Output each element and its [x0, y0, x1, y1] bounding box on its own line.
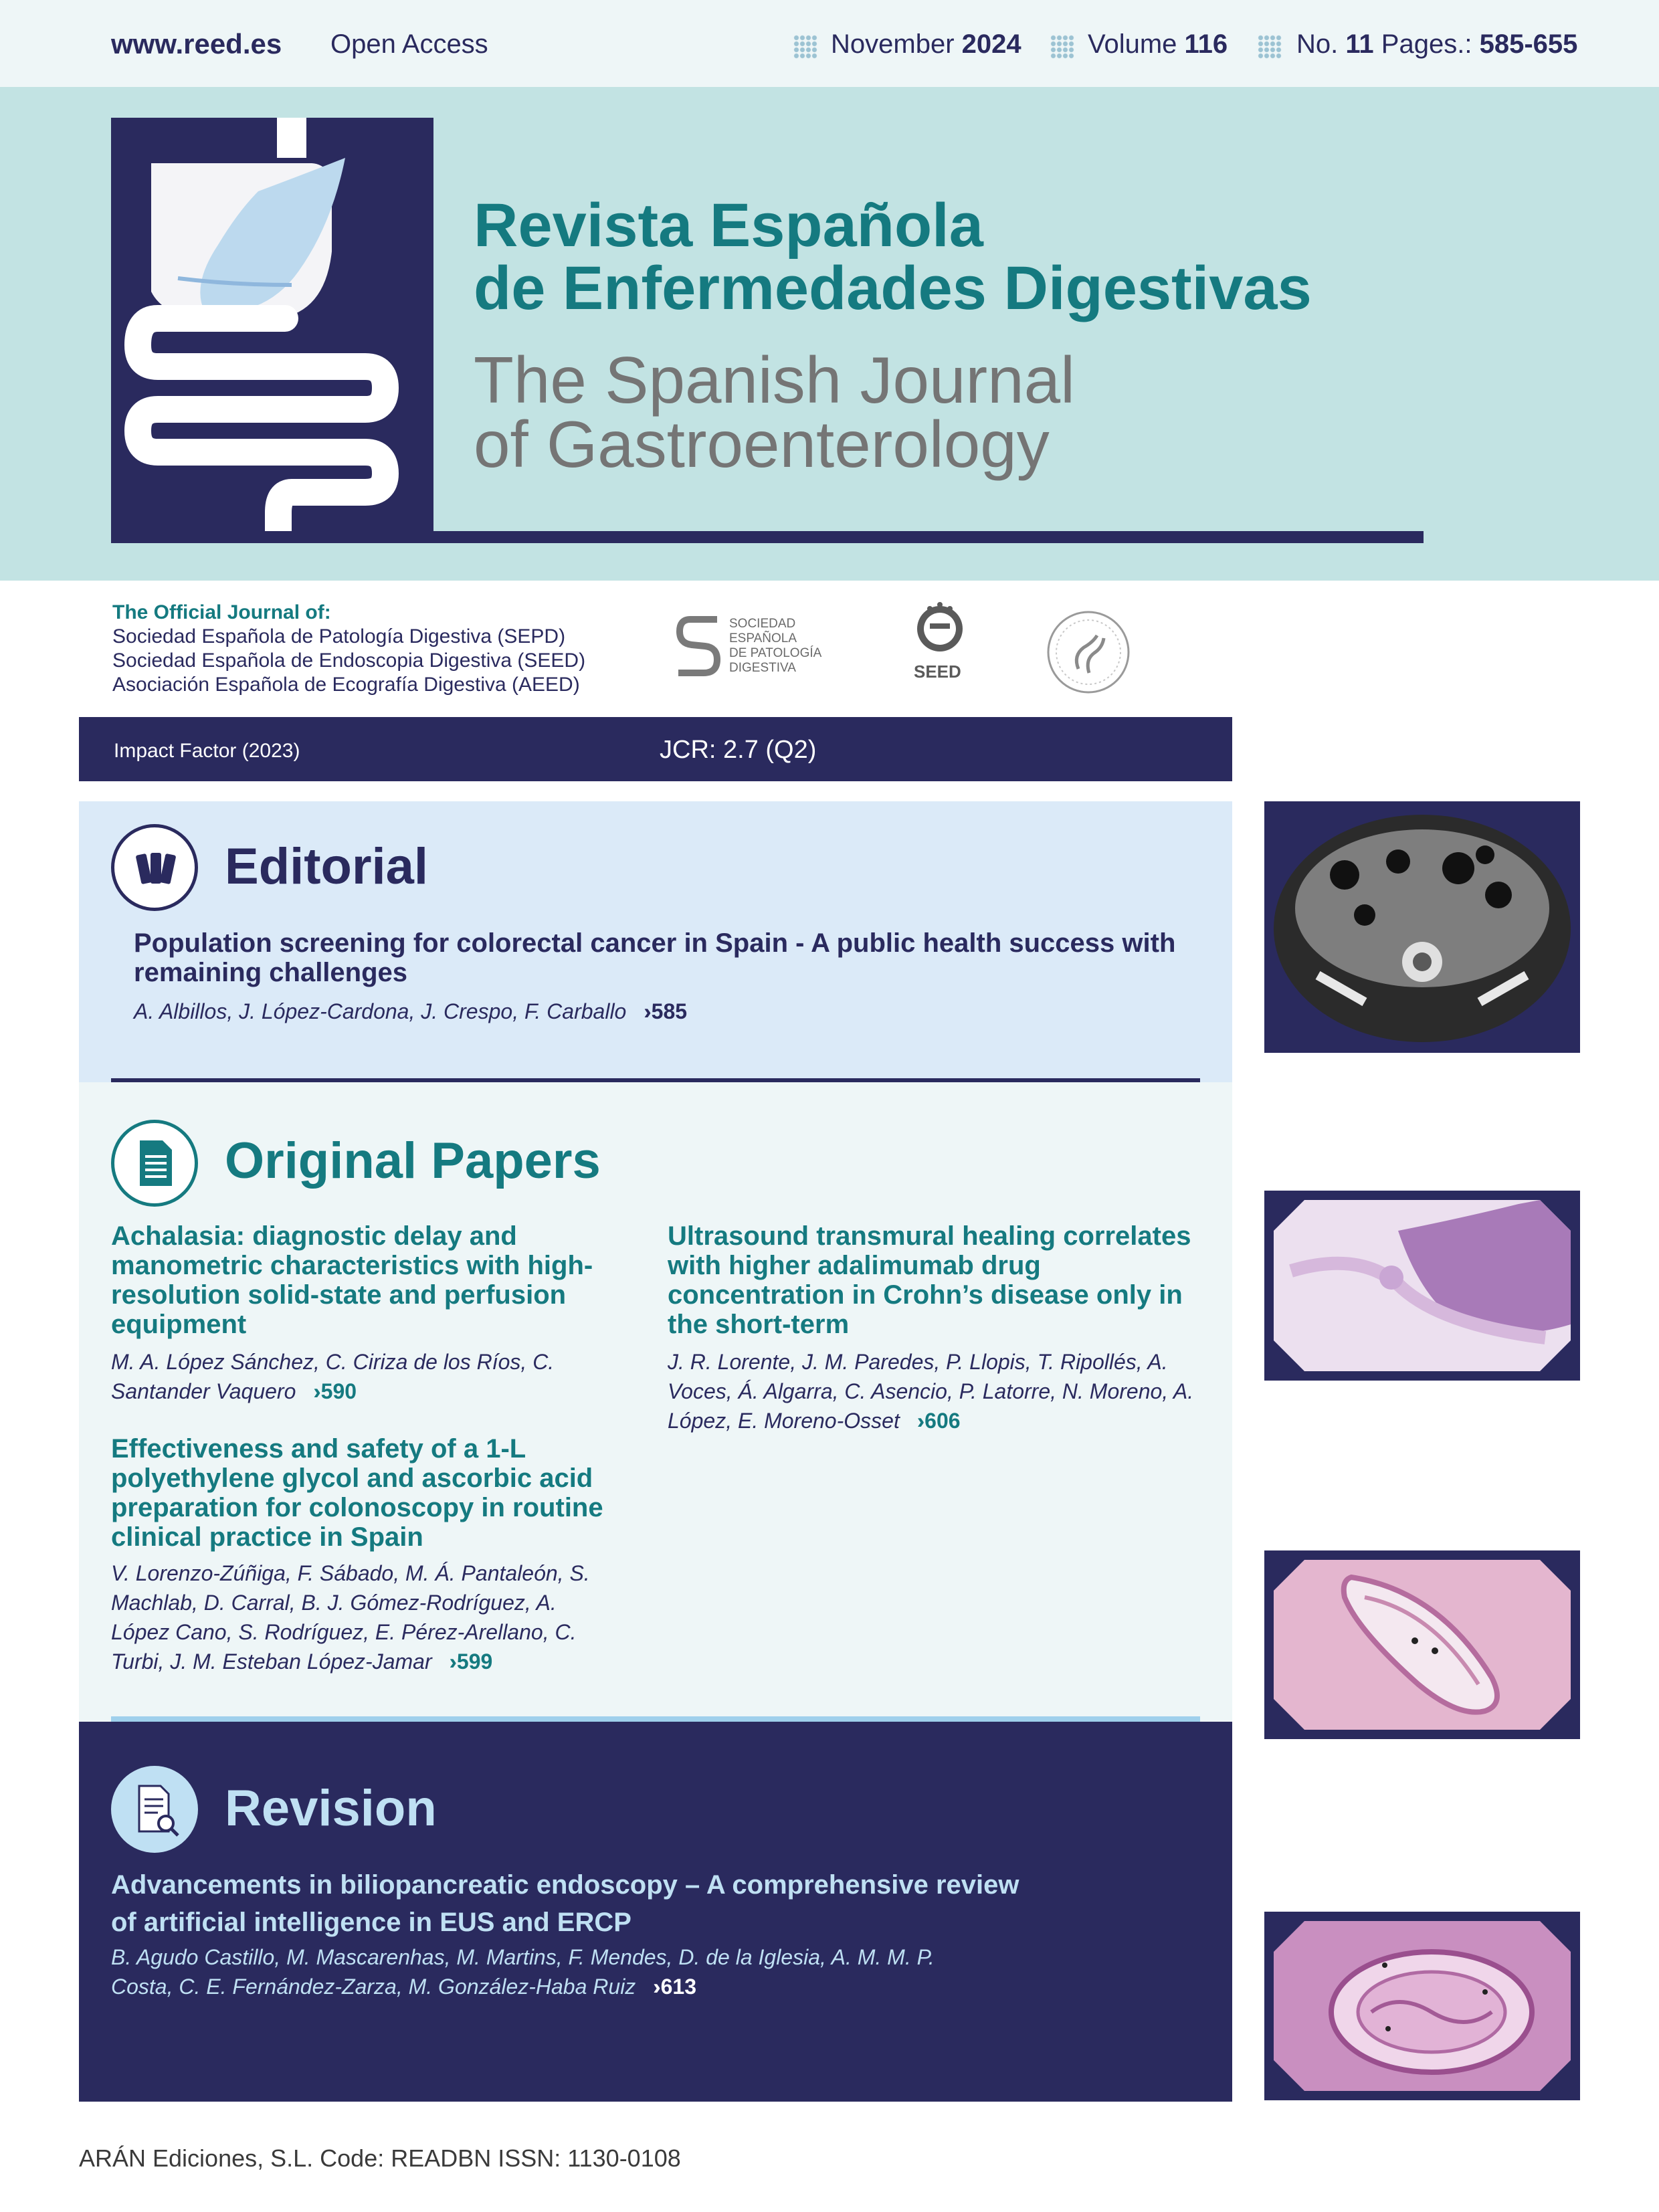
revision-page[interactable]: 613	[660, 1975, 696, 1999]
search-document-icon	[111, 1766, 198, 1853]
header-rule	[111, 531, 1424, 543]
revision-heading: Revision	[225, 1780, 437, 1837]
issue-volume: Volume 116	[1088, 29, 1228, 59]
histology-image-3	[1264, 1912, 1580, 2100]
digestive-tract-icon	[111, 118, 433, 543]
original-article-1-title[interactable]: Achalasia: diagnostic delay and manometric characteristics with high-resolution solid-state and perfusion equipment	[111, 1221, 593, 1339]
society-seed: Sociedad Española de Endoscopia Digestiva (SEED)	[112, 649, 586, 672]
books-icon	[111, 824, 198, 911]
impact-value: JCR: 2.7 (Q2)	[660, 736, 817, 764]
society-sepd: Sociedad Española de Patología Digestiva (SEPD)	[112, 625, 566, 647]
issue-date: November 2024	[831, 29, 1021, 59]
histology-image-2	[1264, 1550, 1580, 1739]
site-link[interactable]: www.reed.es	[111, 28, 282, 60]
original-article-1-page[interactable]: 590	[320, 1379, 357, 1403]
original-article-2-title[interactable]: Effectiveness and safety of a 1-L polyethylene glycol and ascorbic acid preparation for colonoscopy in routine clinical practice in Spain	[111, 1434, 603, 1552]
ct-scan-image	[1264, 801, 1580, 1053]
original-article-3-title[interactable]: Ultrasound transmural healing correlates with higher adalimumab drug concentration in Crohn’s disease only in the short-term	[668, 1221, 1191, 1339]
editorial-article-authors: A. Albillos, J. López-Cardona, J. Crespo, F. Carballo ›› 585	[134, 997, 1204, 1026]
impact-factor-bar	[79, 717, 1232, 781]
aeed-logo-icon	[1045, 609, 1132, 696]
revision-article-title[interactable]: Advancements in biliopancreatic endoscopy – A comprehensive review of artificial intelligence in EUS and ERCP	[111, 1870, 1019, 1937]
original-article-3-page[interactable]: 606	[924, 1409, 961, 1433]
title-es-line1: Revista Española	[474, 191, 983, 260]
impact-label: Impact Factor (2023)	[114, 740, 300, 762]
original-article-2-page[interactable]: 599	[456, 1649, 493, 1674]
dots-icon	[1050, 35, 1074, 59]
editorial-heading: Editorial	[225, 838, 429, 895]
histology-image-1	[1264, 1191, 1580, 1381]
top-bar	[0, 0, 1659, 87]
issue-number: No. 11 Pages.: 585-655	[1296, 29, 1578, 59]
original-article-1-authors: M. A. López Sánchez, C. Ciriza de los Ríos, C. Santander Vaquero ›› 590	[111, 1347, 619, 1406]
seed-logo	[911, 601, 969, 682]
dots-icon	[793, 35, 817, 59]
official-lead: The Official Journal of:	[112, 601, 331, 623]
journal-logo	[111, 118, 433, 543]
journal-title-spanish	[474, 191, 1312, 322]
chevron-right-icon: ››	[653, 1975, 654, 1999]
original-article-2-authors: V. Lorenzo-Zúñiga, F. Sábado, M. Á. Pantaleón, S. Machlab, D. Carral, B. J. Gómez-Rodríguez, A. López Cano, S. Rodríguez, E. Pérez-Arellano, C. Turbi, J. M. Esteban López-Jamar ›› 599	[111, 1559, 619, 1676]
access-label: Open Access	[330, 29, 488, 59]
journal-title-english	[474, 343, 1075, 481]
society-aeed: Asociación Española de Ecografía Digestiva (AEED)	[112, 674, 580, 696]
original-papers-heading: Original Papers	[225, 1132, 601, 1189]
official-journal-block	[112, 601, 585, 697]
footer-text: ARÁN Ediciones, S.L. Code: READBN ISSN: 1130-0108	[79, 2144, 681, 2172]
chevron-right-icon: ››	[916, 1409, 918, 1433]
revision-article-authors: B. Agudo Castillo, M. Mascarenhas, M. Martins, F. Mendes, D. de la Iglesia, A. M. M. P. Costa, C. E. Fernández-Zarza, M. González-Haba Ruiz ›› 613	[111, 1942, 941, 2001]
title-en-line1: The Spanish Journal	[474, 343, 1075, 417]
dots-icon	[1258, 35, 1282, 59]
chevron-right-icon: ››	[313, 1379, 314, 1403]
original-article-3-authors: J. R. Lorente, J. M. Paredes, P. Llopis, T. Ripollés, A. Voces, Á. Algarra, C. Asencio, P. Latorre, N. Moreno, A. López, E. Moreno-Osset ›› 606	[668, 1347, 1203, 1435]
editorial-page[interactable]: 585	[651, 999, 688, 1023]
seed-logo-icon	[911, 601, 969, 661]
document-icon	[111, 1120, 198, 1207]
sepd-logo-text: SOCIEDAD ESPAÑOLA DE PATOLOGÍA DIGESTIVA	[729, 617, 822, 675]
title-en-line2: of Gastroenterology	[474, 407, 1050, 481]
editorial-article-title[interactable]: Population screening for colorectal cancer in Spain - A public health success with remaining challenges	[134, 928, 1176, 987]
sepd-logo-icon	[674, 614, 722, 678]
chevron-right-icon: ››	[449, 1649, 450, 1674]
chevron-right-icon: ››	[644, 999, 645, 1023]
title-es-line2: de Enfermedades Digestivas	[474, 254, 1312, 322]
seed-logo-text: SEED	[914, 662, 961, 682]
